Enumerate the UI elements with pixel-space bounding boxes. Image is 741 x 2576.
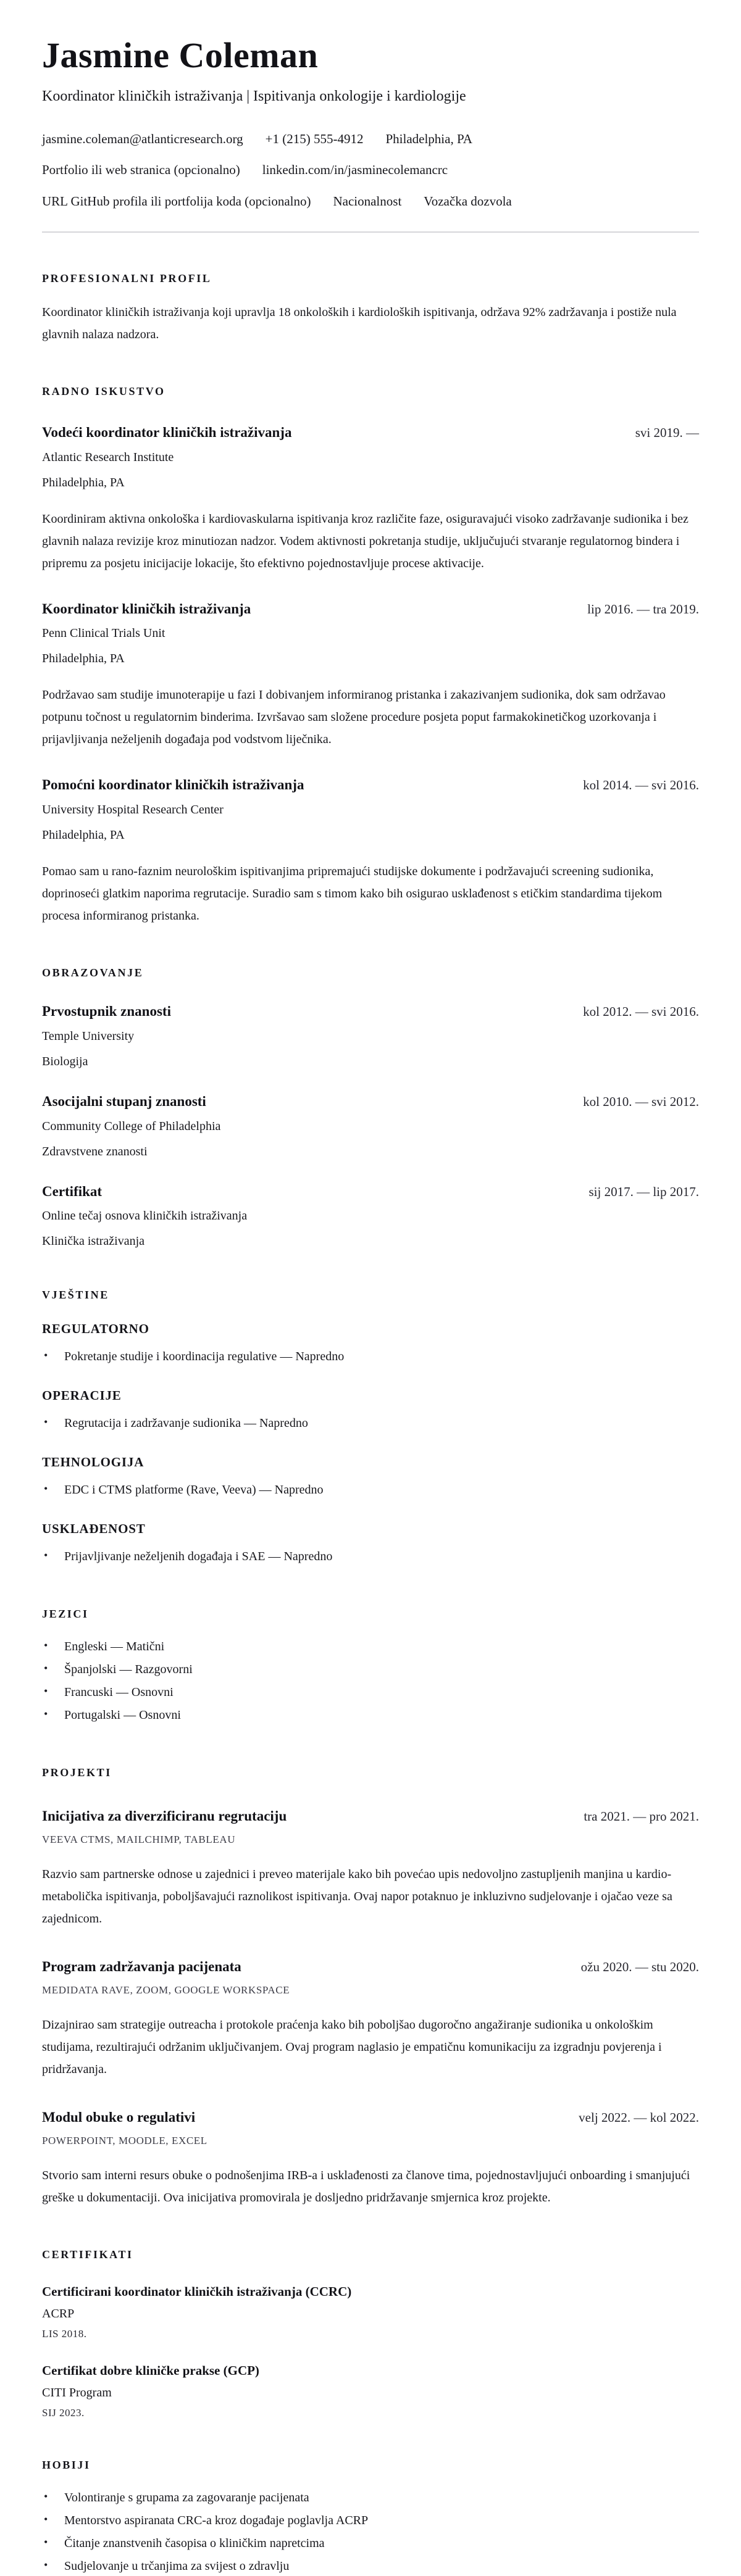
education-section-heading: OBRAZOVANJE xyxy=(42,966,144,979)
language-item: • Francuski — Osnovni xyxy=(42,1681,699,1704)
email-text: jasmine.coleman@atlanticresearch.org xyxy=(42,131,243,147)
experience-section-heading: RADNO ISKUSTVO xyxy=(42,384,165,397)
contact-row-1 xyxy=(42,131,699,147)
project-dates: ožu 2020. — stu 2020. xyxy=(580,1959,699,1975)
degree-title: Asocijalni stupanj znanosti xyxy=(42,1093,206,1109)
location-text: Philadelphia, PA xyxy=(385,131,472,147)
project-tools: VEEVA CTMS, MAILCHIMP, TABLEAU xyxy=(42,1834,236,1846)
job-dates: kol 2014. — svi 2016. xyxy=(583,778,699,793)
section-skills xyxy=(42,1289,699,1568)
education-entry xyxy=(42,1003,699,1070)
job-location: Philadelphia, PA xyxy=(42,475,125,489)
language-list xyxy=(42,1635,699,1727)
contact-row-3 xyxy=(42,193,699,209)
education-dates: kol 2010. — svi 2012. xyxy=(583,1094,699,1109)
section-experience xyxy=(42,385,699,927)
language-item: • Portugalski — Osnovni xyxy=(42,1704,699,1727)
education-header xyxy=(42,1093,699,1111)
project-dates: velj 2022. — kol 2022. xyxy=(579,2109,699,2125)
skill-list xyxy=(42,1345,699,1368)
project-tools: MEDIDATA RAVE, ZOOM, GOOGLE WORKSPACE xyxy=(42,1984,290,1996)
project-dates: tra 2021. — pro 2021. xyxy=(584,1809,699,1824)
skill-category-technology: TEHNOLOGIJA xyxy=(42,1455,144,1470)
skill-item: • Prijavljivanje neželjenih događaja i SAE — Napredno xyxy=(42,1545,699,1568)
project-header xyxy=(42,1808,699,1826)
drivers-license-text: Vozačka dozvola xyxy=(424,193,512,209)
field-of-study: Biologija xyxy=(42,1054,88,1068)
section-education xyxy=(42,966,699,1249)
job-description: Podržavao sam studije imunoterapije u fazi I dobivanjem informiranog pristanka i zakazivanjem sudionika, dok sam održavao potpunu točnost u regulatornim binderima. Izvršavao sam složene procedure posjeta poput farmakokinetičkog uzorkovanja i prijavljivanja neželjenih događaja pod vodstvom liječnika. xyxy=(42,688,666,747)
section-certificates xyxy=(42,2248,699,2420)
project-title: Modul obuke o regulativi xyxy=(42,2109,196,2125)
certificate-date: SIJ 2023. xyxy=(42,2407,85,2419)
profile-section-heading: PROFESIONALNI PROFIL xyxy=(42,272,212,285)
job-header xyxy=(42,424,699,442)
field-of-study: Klinička istraživanja xyxy=(42,1234,145,1249)
portfolio-placeholder-text: Portfolio ili web stranica (opcionalno) xyxy=(42,162,240,178)
header-divider xyxy=(42,231,699,233)
institution-name: Temple University xyxy=(42,1029,135,1043)
certificate-date: LIS 2018. xyxy=(42,2327,87,2340)
job-entry xyxy=(42,776,699,927)
project-description: Stvorio sam interni resurs obuke o podnošenjima IRB-a i usklađenosti za članove tima, pojednostavljujući onboarding i smanjujući greške u dokumentaciji. Ova inicijativa promovirala je dosljedno pridržavanje smjernica kroz projekte. xyxy=(42,2168,690,2204)
hobby-item: • Čitanje znanstvenih časopisa o kliničkim napretcima xyxy=(42,2532,699,2555)
project-title: Inicijativa za diverzificiranu regrutaciju xyxy=(42,1808,287,1824)
project-entry xyxy=(42,1808,699,1930)
hobby-item: • Volontiranje s grupama za zagovaranje pacijenata xyxy=(42,2487,699,2509)
project-tools: POWERPOINT, MOODLE, EXCEL xyxy=(42,2134,207,2146)
degree-title: Certifikat xyxy=(42,1183,103,1199)
project-title: Program zadržavanja pacijenata xyxy=(42,1959,241,1975)
skill-item: • Pokretanje studije i koordinacija regulative — Napredno xyxy=(42,1345,699,1368)
linkedin-text: linkedin.com/in/jasminecolemancrc xyxy=(262,162,448,178)
section-languages xyxy=(42,1608,699,1727)
certificate-issuer: CITI Program xyxy=(42,2386,112,2400)
skill-list xyxy=(42,1479,699,1502)
job-description: Pomao sam u rano-faznim neurološkim ispitivanjima pripremajući studijske dokumente i podržavajući screening sudionika, doprinoseći glatkim naporima regrutacije. Suradio sam s timom kako bih osigurao usklađenost s etičkim standardima tijekom procesa informiranog pristanka. xyxy=(42,865,663,923)
education-dates: kol 2012. — svi 2016. xyxy=(583,1004,699,1020)
education-entry xyxy=(42,1093,699,1160)
job-company: University Hospital Research Center xyxy=(42,803,224,817)
certificate-title: Certificirani koordinator kliničkih istraživanja (CCRC) xyxy=(42,2283,352,2299)
education-dates: sij 2017. — lip 2017. xyxy=(588,1184,699,1199)
job-entry xyxy=(42,424,699,575)
education-header xyxy=(42,1003,699,1021)
phone-text: +1 (215) 555-4912 xyxy=(265,131,364,147)
job-location: Philadelphia, PA xyxy=(42,652,125,666)
field-of-study: Zdravstvene znanosti xyxy=(42,1144,148,1158)
institution-name: Community College of Philadelphia xyxy=(42,1119,221,1133)
job-title: Pomoćni koordinator kliničkih istraživanja xyxy=(42,777,304,793)
nationality-text: Nacionalnost xyxy=(333,193,402,209)
skill-item: • EDC i CTMS platforme (Rave, Veeva) — Napredno xyxy=(42,1479,699,1502)
job-company: Atlantic Research Institute xyxy=(42,450,174,464)
section-hobbies xyxy=(42,2459,699,2576)
hobby-list xyxy=(42,2487,699,2576)
skill-item: • Regrutacija i zadržavanje sudionika — Napredno xyxy=(42,1412,699,1435)
language-item: • Španjolski — Razgovorni xyxy=(42,1658,699,1681)
skill-category-compliance: USKLAĐENOST xyxy=(42,1521,146,1537)
hobbies-section-heading: HOBIJI xyxy=(42,2459,91,2472)
job-title: Vodeći koordinator kliničkih istraživanja xyxy=(42,424,292,440)
job-description: Koordiniram aktivna onkološka i kardiovaskularna ispitivanja kroz različite faze, osiguravajući visoko zadržavanje sudionika i bez glavnih nalaza revizije kroz minutiozan nadzor. Vodem aktivnosti pokretanja studije, uključujući stvaranje regulatornog bindera i pripremu za posjetu inicijacije lokacije, što efektivno pojednostavljuje procese aktivacije. xyxy=(42,512,689,570)
section-projects xyxy=(42,1766,699,2208)
projects-section-heading: PROJEKTI xyxy=(42,1766,112,1779)
language-item: • Engleski — Matični xyxy=(42,1635,699,1658)
certificates-section-heading: CERTIFIKATI xyxy=(42,2248,133,2261)
job-company: Penn Clinical Trials Unit xyxy=(42,626,165,641)
job-entry xyxy=(42,600,699,751)
certificate-entry xyxy=(42,2283,699,2340)
resume-header xyxy=(42,36,699,233)
institution-name: Online tečaj osnova kliničkih istraživanja xyxy=(42,1209,248,1223)
skill-list xyxy=(42,1545,699,1568)
job-title: Koordinator kliničkih istraživanja xyxy=(42,600,251,617)
job-header xyxy=(42,776,699,794)
skill-list xyxy=(42,1412,699,1435)
candidate-headline: Koordinator kliničkih istraživanja | Ispitivanja onkologije i kardiologije xyxy=(42,88,466,104)
hobby-item: • Mentorstvo aspiranata CRC-a kroz događaje poglavlja ACRP xyxy=(42,2509,699,2532)
job-location: Philadelphia, PA xyxy=(42,828,125,842)
project-header xyxy=(42,1958,699,1976)
candidate-name: Jasmine Coleman xyxy=(42,35,319,75)
education-header xyxy=(42,1183,699,1201)
degree-title: Prvostupnik znanosti xyxy=(42,1003,171,1020)
hobby-item: • Sudjelovanje u trčanjima za svijest o zdravlju xyxy=(42,2555,699,2576)
skills-section-heading: VJEŠTINE xyxy=(42,1289,109,1302)
job-dates: lip 2016. — tra 2019. xyxy=(587,601,699,617)
certificate-entry xyxy=(42,2362,699,2419)
skill-category-regulatory: REGULATORNO xyxy=(42,1321,149,1337)
languages-section-heading: JEZICI xyxy=(42,1608,89,1621)
certificate-title: Certifikat dobre kliničke prakse (GCP) xyxy=(42,2362,259,2378)
section-profile xyxy=(42,272,699,346)
education-entry xyxy=(42,1183,699,1250)
profile-summary: Koordinator kliničkih istraživanja koji upravlja 18 onkoloških i kardioloških ispitivanja, održava 92% zadržavanja i postiže nula glavnih nalaza nadzora. xyxy=(42,305,677,341)
certificate-issuer: ACRP xyxy=(42,2306,75,2320)
project-entry xyxy=(42,2109,699,2209)
job-dates: svi 2019. — xyxy=(635,425,699,440)
skill-category-operations: OPERACIJE xyxy=(42,1388,122,1403)
job-header xyxy=(42,600,699,618)
github-placeholder-text: URL GitHub profila ili portfolija koda (opcionalno) xyxy=(42,193,311,209)
project-description: Dizajnirao sam strategije outreacha i protokole praćenja kako bih poboljšao dugoročno angažiranje sudionika u onkološkim studijama, rezultirajući održanim uključivanjem. Ovaj program naglasio je empatičnu komunikaciju za izgradnju povjerenja i pridržavanja. xyxy=(42,2017,662,2076)
contact-row-2 xyxy=(42,162,699,178)
project-description: Razvio sam partnerske odnose u zajednici i preveo materijale kako bih povećao upis nedovoljno zastupljenih manjina u kardio-metabolička ispitivanja, poboljšavajući raznolikost ispitivanja. Ovaj napor potaknuo je inkluzivno sudjelovanje i ojačao veze sa zajednicom. xyxy=(42,1868,672,1926)
project-entry xyxy=(42,1958,699,2080)
project-header xyxy=(42,2109,699,2127)
